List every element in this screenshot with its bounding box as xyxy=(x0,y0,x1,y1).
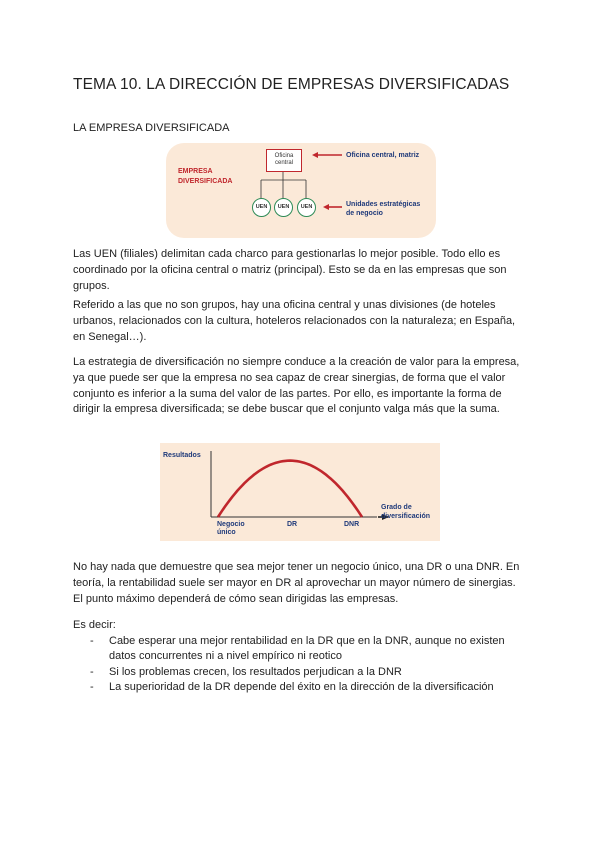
conclusions-list xyxy=(73,618,533,696)
list-item-line: Cabe esperar una mejor rentabilidad en la DR que en la DNR, aunque no existen xyxy=(109,634,505,647)
label-business-units-2: de negocio xyxy=(346,210,383,217)
arrow-bottom-head xyxy=(323,204,329,210)
label-business-units-1: Unidades estratégicas xyxy=(346,201,421,208)
x-tick-dnr: DNR xyxy=(344,521,360,528)
list-item-line: La superioridad de la DR depende del éxito en la dirección de la diversificación xyxy=(109,681,494,694)
p3-line: La estrategia de diversificación no siempre conduce a la creación de valor para la empresa, xyxy=(73,356,520,368)
uen-circle-3: UEN xyxy=(297,198,316,217)
uen-circle-1: UEN xyxy=(252,198,271,217)
list-dash: - xyxy=(90,634,94,647)
diagram-label-diversificada: DIVERSIFICADA xyxy=(178,178,233,185)
p3-line: dirigir la empresa diversificada; se debe buscar que el conjunto valga más que la suma. xyxy=(73,403,500,416)
x-axis-label: Grado de diversificación xyxy=(381,504,431,520)
list-item xyxy=(73,634,533,665)
p4-line: teoría, la rentabilidad suele ser mayor en DR al aprovechar un mayor número de sinergias. xyxy=(73,576,516,589)
p1-line: coordinado por la oficina central o matriz (principal). Esto se da en las empresas que son xyxy=(73,263,507,276)
chart-canvas xyxy=(160,443,440,541)
x-tick-negocio-unico: Negocio único xyxy=(217,521,245,536)
results-curve xyxy=(218,461,362,517)
p4-line: El punto máximo dependerá de cómo sean dirigidas las empresas. xyxy=(73,592,399,605)
list-item-line: Si los problemas crecen, los resultados perjudican a la DNR xyxy=(109,665,402,678)
p2-line: Referido a las que no son grupos, hay una oficina central y unas divisiones (de hoteles xyxy=(73,299,496,311)
section-heading: LA EMPRESA DIVERSIFICADA xyxy=(73,122,230,134)
uen-circle-2: UEN xyxy=(274,198,293,217)
list-dash: - xyxy=(90,681,94,694)
x-tick-dr: DR xyxy=(287,521,298,528)
list-item-line: datos concurrentes ni a nivel empírico ni reotico xyxy=(109,650,342,663)
p3-line: conjunto es inferior a la suma del valor de las partes. Por ello, es importante la forma de xyxy=(73,387,502,400)
p4-line: No hay nada que demuestre que sea mejor tener un negocio único, una DR o una DNR. En xyxy=(73,561,520,573)
diagram-label-empresa: EMPRESA xyxy=(178,168,213,175)
es-decir-label: Es decir: xyxy=(73,619,116,631)
p2-line: en Senegal…). xyxy=(73,330,147,343)
central-office-line-2: central xyxy=(274,160,293,166)
y-axis-label: Resultados xyxy=(163,452,201,459)
list-item xyxy=(73,680,533,696)
paragraph-1 xyxy=(73,247,527,294)
list-item xyxy=(73,665,533,681)
list-dash: - xyxy=(90,665,94,678)
p1-line: grupos. xyxy=(73,279,110,292)
results-chart xyxy=(160,443,440,541)
label-central-office: Oficina central, matriz xyxy=(346,152,420,159)
p1-line: Las UEN (filiales) delimitan cada charco para gestionarlas lo mejor posible. Todo ello es xyxy=(73,248,501,260)
arrow-top-head xyxy=(312,152,318,158)
paragraph-3 xyxy=(73,355,527,418)
diversified-company-diagram xyxy=(166,143,436,238)
paragraph-2 xyxy=(73,298,527,345)
page-title: TEMA 10. LA DIRECCIÓN DE EMPRESAS DIVERSIFICADAS xyxy=(73,76,510,93)
paragraph-4 xyxy=(73,560,527,607)
p2-line: urbanos, relacionados con la cultura, hoteleros relacionados con la naturaleza; en España, xyxy=(73,314,516,327)
central-office-line-1: Oficina xyxy=(274,153,294,159)
p3-line: ya que puede ser que la empresa no sea capaz de crear sinergias, de forma que el valor xyxy=(73,371,506,384)
